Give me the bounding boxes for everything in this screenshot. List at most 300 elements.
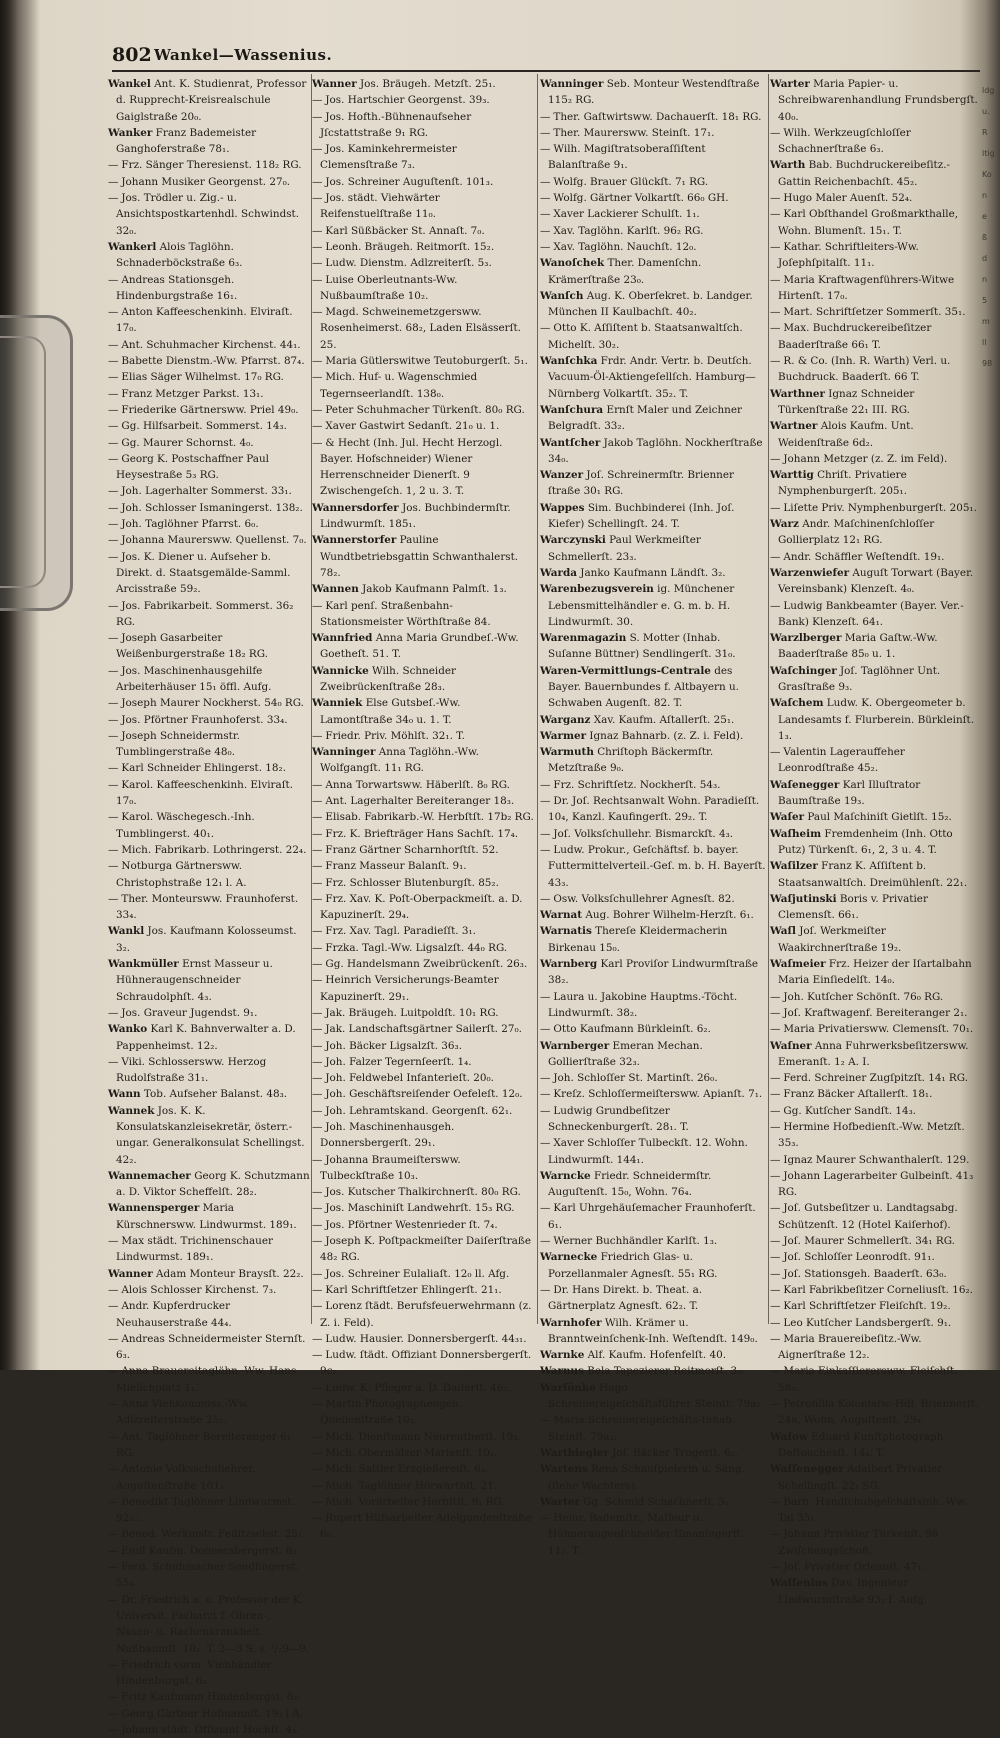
directory-entry (540, 1282, 766, 1315)
continuation-dash: — (108, 1300, 119, 1313)
directory-entry (770, 858, 980, 891)
entry-text: Barb. Handſchuhgeſchäftsinh.-Ww. Tal 35₁. (778, 1495, 968, 1525)
next-page-edge (982, 80, 1000, 1080)
entry-text: Bela Tapezierer Reitmorſt. 3₂. (587, 1365, 745, 1378)
entry-text: Andr. Kupferdrucker Neuhauserstraße 44₄. (116, 1300, 232, 1329)
directory-entry (108, 304, 310, 337)
entry-surname: Wankel (108, 78, 151, 90)
directory-entry (108, 125, 310, 158)
entry-text: Friedr. Schneidermſtr. Auguſtenſt. 15₀, Wohn. 76₄. (548, 1169, 712, 1199)
continuation-dash: — (312, 224, 323, 237)
continuation-dash: — (312, 843, 323, 856)
continuation-dash: — (312, 436, 323, 449)
continuation-dash: — (312, 110, 323, 123)
continuation-dash: — (312, 795, 323, 808)
continuation-dash: — (312, 1332, 323, 1345)
continuation-dash: — (108, 355, 119, 368)
directory-entry (312, 500, 534, 533)
directory-entry (540, 1363, 766, 1379)
entry-text: Maria Kraftwagenführers-Witwe Hirtenſt. 17₀. (778, 273, 955, 302)
entry-text: Maria Privatiersww. Clemensſt. 70₁. (783, 1023, 974, 1036)
continuation-dash: — (108, 1593, 119, 1606)
directory-entry (108, 923, 310, 956)
edge-fragment: R (982, 128, 988, 137)
directory-entry (108, 663, 310, 696)
directory-entry (312, 858, 534, 874)
entry-text: Andreas Stationsgeh. Hindenburgstraße 16₁. (116, 273, 238, 302)
entry-text: Viki. Schlossersww. Herzog Rudolfstraße 31₁. (116, 1055, 267, 1085)
continuation-dash: — (770, 1283, 781, 1296)
entry-text: Werner Buchhändler Karlſt. 1₃. (553, 1235, 718, 1248)
directory-entry (108, 1657, 310, 1690)
continuation-dash: — (312, 876, 323, 889)
entry-text: Joh. Feldwebel Infanterieſt. 20₀. (325, 1072, 494, 1085)
continuation-dash: — (108, 729, 119, 742)
entry-text: Antonie Volksschullehrer. Auguſtenſtraße 101₃. (116, 1463, 256, 1492)
directory-entry (108, 1005, 310, 1021)
directory-entry (108, 1461, 310, 1494)
edge-fragment: ltig (982, 149, 995, 158)
directory-entry (540, 255, 766, 288)
entry-surname: Warter (540, 1495, 580, 1508)
entry-text: Ther. Damenſchn. Krämerſtraße 23₀. (548, 257, 702, 286)
header-rule (112, 70, 980, 72)
entry-surname: Waſheim (770, 827, 822, 840)
directory-entry (312, 174, 534, 190)
continuation-dash: — (312, 143, 323, 156)
directory-entry (108, 1054, 310, 1087)
continuation-dash: — (108, 501, 119, 514)
entry-text: Franz Bäcker Aſtallerſt. 18₁. (783, 1088, 933, 1101)
entry-text: Gg. Handelsmann Zweibrückenſt. 26₃. (325, 958, 528, 971)
directory-entry (108, 1363, 310, 1396)
directory-entry (312, 1298, 534, 1331)
directory-entry (770, 1559, 980, 1575)
entry-text: Else Gutsbeſ.-Ww. Lamontſtraße 34₀ u. 1. T. (320, 697, 461, 726)
entry-surname: Waſchem (770, 697, 824, 710)
continuation-dash: — (540, 224, 551, 237)
directory-entry (108, 157, 310, 173)
directory-entry (108, 532, 310, 548)
directory-entry (312, 842, 534, 858)
entry-text: Frz. Xav. K. Poſt-Oberpackmeiſt. a. D. Kapuzinerſt. 29₄. (320, 892, 523, 922)
entry-text: Xav. Kaufm. Aſtallerſt. 25₁. (593, 713, 735, 726)
directory-entry (312, 92, 534, 108)
entry-text: Friedrich vorm. Viehhändler Hindenburgst. 6₂. (116, 1658, 272, 1688)
entry-text: Leonh. Bräugeh. Reitmorſt. 15₂. (325, 240, 495, 253)
entry-text: Rupert Hilfsarbeiter Adelgundenſtraße 6₀. (320, 1512, 532, 1541)
directory-entry (312, 76, 534, 92)
continuation-dash: — (312, 306, 323, 319)
entry-surname: Waſl (770, 925, 796, 938)
directory-entry (540, 125, 766, 141)
continuation-dash: — (108, 306, 119, 319)
continuation-dash: — (540, 843, 551, 856)
continuation-dash: — (312, 1088, 323, 1101)
continuation-dash: — (312, 1202, 323, 1215)
directory-entry (770, 663, 980, 696)
continuation-dash: — (770, 550, 781, 563)
entry-text: Ludw. Dienstm. Adlzreiterſt. 5₃. (325, 257, 492, 270)
directory-entry (770, 516, 980, 549)
directory-entry (540, 1494, 766, 1510)
continuation-dash: — (770, 355, 781, 368)
directory-entry (108, 956, 310, 1005)
directory-entry (540, 793, 766, 826)
directory-entry (108, 353, 310, 369)
entry-text: Joſ. Gutsbeſitzer u. Landtagsabg. Schützenſt. 12 (Hotel Kaiſerhof). (778, 1202, 958, 1231)
continuation-dash: — (770, 1300, 781, 1313)
continuation-dash: — (770, 126, 781, 139)
entry-surname: Waſſenegger (770, 1463, 844, 1476)
continuation-dash: — (312, 1463, 323, 1476)
entry-text: Hugo Maler Auenſt. 52₄. (783, 192, 913, 205)
directory-entry (770, 1021, 980, 1037)
entry-text: Joſ. Taglöhner Unt. Grasſtraße 9₃. (778, 664, 941, 693)
continuation-dash: — (540, 892, 551, 905)
entry-text: Heinr. Bademſtr., Maſſeur u. Hühneraugenſchneider Iſmaningerſt. 11₂. T. (548, 1512, 745, 1557)
directory-entry (770, 777, 980, 810)
continuation-dash: — (312, 355, 323, 368)
entry-text: Pauline Wundtbetriebsgattin Schwanthalerst. 78₂. (320, 534, 519, 579)
entry-text: Joh. Schloſſer St. Martinſt. 26₀. (553, 1072, 718, 1085)
continuation-dash: — (312, 1023, 323, 1036)
entry-text: Thereſe Kleidermacherin Birkenau 15₀. (548, 925, 728, 954)
continuation-dash: — (108, 1398, 119, 1411)
continuation-dash: — (312, 371, 323, 384)
directory-entry (312, 1217, 534, 1233)
entry-text: Joseph Schneidermstr. Tumblingerstraße 48₀. (116, 729, 240, 759)
entry-surname: Warthner (770, 387, 825, 400)
entry-text: Ludw. Prokur., Geſchäftsf. b. bayer. Futtermittelverteil.-Geſ. m. b. H. Bayerſt. 43₃. (548, 843, 766, 889)
continuation-dash: — (770, 1072, 781, 1085)
directory-entry (540, 1233, 766, 1249)
entry-surname: Warenbezugsverein (540, 583, 654, 596)
continuation-dash: — (770, 192, 781, 205)
continuation-dash: — (108, 762, 119, 775)
entry-text: Fremdenheim (Inh. Otto Putz) Türkenſt. 6₁, 2, 3 u. 4. T. (778, 827, 953, 856)
entry-surname: Waſenegger (770, 778, 840, 791)
entry-text: Jos. Fabrikarbeit. Sommerst. 36₂ RG. (116, 599, 294, 628)
entry-text: Hugo Schreinereigeſchäftsführer Steinſt. 79a₂. (548, 1381, 764, 1411)
entry-text: Joh. Taglöhner Pfarrst. 6₀. (121, 518, 259, 531)
edge-fragment: n (982, 275, 988, 284)
directory-entry (770, 1266, 980, 1282)
edge-fragment: m (982, 317, 990, 326)
directory-entry (540, 467, 766, 500)
directory-entry (770, 956, 980, 989)
continuation-dash: — (540, 1104, 551, 1117)
continuation-dash: — (312, 273, 323, 286)
entry-text: Paul Werkmeiſter Schmellerſt. 23₃. (548, 534, 701, 563)
directory-entry (108, 1103, 310, 1168)
directory-entry (770, 744, 980, 777)
directory-entry (108, 695, 310, 711)
directory-entry (108, 1706, 310, 1722)
directory-entry (312, 1103, 534, 1119)
continuation-dash: — (108, 1235, 119, 1248)
continuation-dash: — (312, 1381, 323, 1394)
continuation-dash: — (312, 827, 323, 840)
entry-surname: Wanſchka (540, 355, 598, 368)
directory-entry (108, 402, 310, 418)
entry-text: Magd. Schweinemetzgersww. Rosenheimerst. 68₂, Laden Elsässerſt. 25. (320, 306, 521, 351)
continuation-dash: — (770, 1365, 781, 1378)
directory-entry (108, 777, 310, 810)
entry-surname: Warnberg (540, 958, 598, 971)
entry-text: Joſ. Bäcker Trogerſt. 6₂. (612, 1446, 739, 1459)
directory-entry (770, 157, 980, 190)
entry-text: Frz. Schlosser Blutenburgſt. 85₂. (325, 876, 499, 889)
entry-text: Mich. Huf- u. Wagenschmied Tegernseerlandſt. 138₀. (320, 371, 478, 400)
entry-text: Frz. Schriftſetz. Nockherſt. 54₃. (553, 778, 721, 791)
entry-surname: Warnat (540, 909, 583, 922)
entry-text: Dav. Ingenieur Lindwurmſtraße 93₂ I. Aufg. (778, 1577, 927, 1606)
entry-text: Frz. Heizer der Iſartalbahn Maria Einſiedelſt. 14₀. (778, 958, 972, 987)
directory-entry (540, 320, 766, 353)
directory-entry (108, 1559, 310, 1592)
entry-text: Peter Schuhmacher Türkenſt. 80₀ RG. (325, 403, 525, 416)
continuation-dash: — (108, 811, 119, 824)
directory-entry (540, 1135, 766, 1168)
entry-text: Chriſt. Privatiere Nymphenburgerſt. 205₁. (778, 469, 908, 498)
entry-text: Aug. Bohrer Wilhelm-Herzſt. 6₁. (585, 909, 754, 922)
directory-entry (312, 875, 534, 891)
entry-text: Frz. K. Briefträger Hans Sachſt. 17₄. (325, 827, 519, 840)
continuation-dash: — (540, 1512, 551, 1525)
directory-entry (312, 581, 534, 597)
directory-entry (108, 760, 310, 776)
continuation-dash: — (770, 306, 781, 319)
edge-fragment: ll (982, 338, 987, 347)
entry-text: Karl Fabrikbeſitzer Corneliusſt. 16₂. (783, 1283, 973, 1296)
directory-entry (540, 141, 766, 174)
entry-text: Maria Kürschnersww. Lindwurmst. 189₁. (116, 1202, 297, 1231)
continuation-dash: — (770, 1006, 781, 1019)
directory-entry (312, 1347, 534, 1380)
continuation-dash: — (108, 550, 119, 563)
continuation-dash: — (108, 192, 119, 205)
entry-text: Karol. Kaffeeschenkinh. Elviraſt. 17₀. (116, 778, 294, 808)
edge-fragment: Ko (982, 170, 992, 179)
continuation-dash: — (312, 599, 323, 612)
directory-entry (108, 728, 310, 761)
entry-text: Wolfg. Brauer Glückſt. 7₁ RG. (553, 175, 709, 188)
directory-entry (540, 712, 766, 728)
entry-surname: Warmuth (540, 746, 594, 759)
continuation-dash: — (108, 403, 119, 416)
continuation-dash: — (312, 240, 323, 253)
entry-surname: Wann (108, 1088, 141, 1101)
directory-entry (770, 891, 980, 924)
continuation-dash: — (312, 1300, 323, 1313)
entry-text: S. Motter (Inhab. Suſanne Büttner) Sendlingerſt. 31₀. (548, 632, 736, 661)
entry-text: Max. Buchdruckereibeſitzer Baaderſtraße 66₁ T. (778, 322, 932, 351)
directory-entry (312, 826, 534, 842)
entry-text: Ant. K. Studienrat, Professor d. Rupprecht-Kreisrealschule Gaiglstraße 20₀. (116, 78, 307, 123)
directory-entry (312, 695, 534, 728)
directory-entry (540, 239, 766, 255)
entry-text: Eduard Kunſtphotograph Deſtouchesſt. 14₄. T. (778, 1430, 944, 1459)
entry-text: Mich. Dienſtmann Neureutherſt. 19₃. (325, 1430, 521, 1443)
continuation-dash: — (312, 1235, 323, 1248)
directory-entry (540, 435, 766, 468)
directory-entry (540, 174, 766, 190)
entry-surname: Warnhofer (540, 1316, 602, 1329)
entry-surname: Warnatis (540, 925, 592, 938)
directory-entry (312, 1429, 534, 1445)
entry-text: Dr. Joſ. Rechtsanwalt Wohn. Paradieſſt. 10₄, Kanzl. Kaufingerſt. 29₂. T. (548, 795, 760, 824)
continuation-dash: — (312, 1039, 323, 1052)
directory-entry (770, 1282, 980, 1298)
directory-entry (770, 206, 980, 239)
directory-entry (770, 451, 980, 467)
directory-entry (312, 1054, 534, 1070)
entry-surname: Waſer (770, 811, 805, 824)
entry-text: Boris v. Privatier Clemensſt. 66₁. (778, 892, 928, 922)
directory-entry (540, 1070, 766, 1086)
directory-entry (312, 190, 534, 223)
entry-text: Jakob Taglöhn. Nockherſtraße 34₀. (548, 436, 763, 465)
entry-text: Jos. Schreiner Eulaliaſt. 12₀ ll. Afg. (325, 1267, 510, 1280)
entry-text: Ernst Masseur u. Hühneraugenschneider Schraudolphſt. 4₃. (116, 958, 273, 1003)
entry-text: Jos. Kutscher Thalkirchnerſt. 80₀ RG. (325, 1186, 521, 1199)
directory-entry (540, 1200, 766, 1233)
directory-entry (770, 1575, 980, 1608)
entry-text: des Bayer. Bauernbundes f. Altbayern u. Schwaben Augenſt. 82. T. (548, 664, 739, 710)
continuation-dash: — (108, 1283, 119, 1296)
directory-entry (540, 1021, 766, 1037)
directory-entry (770, 1200, 980, 1233)
directory-entry (108, 1722, 310, 1738)
entry-surname: Wanko (108, 1023, 148, 1036)
entry-text: Johann Privatier Türkenſt. 98 Zwiſchengeſchoß. (778, 1528, 939, 1557)
continuation-dash: — (540, 322, 551, 335)
directory-entry (312, 1038, 534, 1054)
directory-entry (312, 418, 534, 434)
entry-surname: Wantſcher (540, 436, 601, 449)
entry-text: Maria Schreinereigeſchäfts-Inhab. Steinſt. 79a₂. (548, 1414, 736, 1443)
directory-entry (312, 369, 534, 402)
entry-text: Maria Gütlerswitwe Teutoburgerſt. 5₁. (325, 355, 528, 368)
directory-entry (108, 1282, 310, 1298)
continuation-dash: — (540, 126, 551, 139)
entry-text: Karl Uhrgehäuſemacher Fraunhoferſt. 6₁. (548, 1202, 756, 1231)
entry-text: Wilh. Werkzeugſchloſſer Schachnerſtraße 6₃. (778, 126, 911, 156)
directory-column-4 (770, 76, 980, 1606)
directory-entry (312, 1200, 534, 1216)
page-header (112, 44, 972, 70)
entry-text: Jos. Maschinenhausgehilfe Arbeiterhäuser 15₁ öffl. Aufg. (116, 664, 272, 693)
entry-text: Jos. städt. Viehwärter Reifenstuelſtraße 11₀. (320, 192, 440, 221)
directory-entry (540, 842, 766, 891)
continuation-dash: — (770, 1235, 781, 1248)
entry-text: Gg. Hilfsarbeit. Sommerst. 14₃. (121, 420, 287, 433)
directory-entry (312, 402, 534, 418)
directory-entry (312, 1478, 534, 1494)
directory-entry (540, 532, 766, 565)
entry-text: Georg K. Schutzmann a. D. Viktor Scheffelſt. 28₂. (116, 1169, 310, 1199)
continuation-dash: — (540, 208, 551, 221)
entry-text: Anna Fuhrwerksbeſitzersww. Emeranſt. 1₂ A. I. (778, 1039, 969, 1068)
entry-text: Johann städt. Offiziant Hochſt. 4₃. (121, 1723, 300, 1736)
entry-text: Joh. Kutſcher Schönſt. 76₀ RG. (783, 990, 944, 1003)
directory-entry (540, 1168, 766, 1201)
entry-text: Jos. Graveur Jugendst. 9₁. (121, 1006, 258, 1019)
entry-text: Ignaz Bahnarb. (z. Z. i. Feld). (589, 729, 744, 742)
entry-text: Otto K. Aſſiſtent b. Staatsanwaltſch. Michelſt. 30₂. (548, 322, 743, 351)
entry-text: Joſ. Stationsgeh. Baaderſt. 63₀. (783, 1267, 947, 1280)
continuation-dash: — (312, 1186, 323, 1199)
entry-text: Liſette Priv. Nymphenburgerſt. 205₁. (783, 501, 977, 514)
continuation-dash: — (108, 1723, 119, 1736)
entry-text: Janko Kaufmann Ländſt. 3₂. (580, 566, 726, 579)
continuation-dash: — (108, 175, 119, 188)
entry-text: Bab. Buchdruckereibeſitz.-Gattin Reichenbachſt. 45₂. (778, 159, 951, 188)
entry-text: Babette Dienstm.-Ww. Pfarrst. 87₄. (121, 355, 305, 368)
entry-text: Karl Schriftſetzer Fleiſchſt. 19₂. (783, 1300, 951, 1313)
directory-entry (312, 1086, 534, 1102)
entry-text: Joh. Schlosser Ismaningerst. 138₂. (121, 501, 303, 514)
entry-text: Friederike Gärtnersww. Priel 49₀. (121, 403, 299, 416)
entry-surname: Wanoſchek (540, 257, 605, 270)
continuation-dash: — (540, 778, 551, 791)
entry-surname: Wannfried (312, 632, 373, 645)
entry-text: Aug. K. Oberſekret. b. Landger. München II Kaulbachſt. 40₂. (548, 289, 753, 319)
directory-entry (312, 109, 534, 142)
entry-surname: Wanſchura (540, 403, 604, 416)
continuation-dash: — (312, 1495, 323, 1508)
continuation-dash: — (540, 1202, 551, 1215)
continuation-dash: — (540, 990, 551, 1003)
directory-entry (540, 1412, 766, 1445)
continuation-dash: — (312, 811, 323, 824)
continuation-dash: — (108, 1528, 119, 1541)
entry-text: Sim. Buchbinderei (Inh. Joſ. Kiefer) Schellingſt. 24. T. (548, 501, 735, 531)
directory-entry (312, 1494, 534, 1510)
entry-text: Bened. Werkmstr. Feilitzschst. 25₁. (121, 1528, 306, 1541)
entry-text: Jak. Landschaftsgärtner Sailerſt. 27₀. (325, 1023, 522, 1036)
directory-entry (770, 1103, 980, 1119)
directory-entry (312, 793, 534, 809)
continuation-dash: — (108, 860, 119, 873)
entry-text: Fritz Kaufmann Hindenburgst. 6₂. (121, 1691, 301, 1704)
entry-text: Jos. Buchbindermſtr. Lindwurmſt. 185₁. (320, 501, 511, 531)
entry-text: Maria Brauereibeſitz.-Ww. Aignerſtraße 12₂. (778, 1332, 922, 1362)
directory-entry (770, 467, 980, 500)
directory-entry (770, 1526, 980, 1559)
continuation-dash: — (108, 697, 119, 710)
entry-surname: Wartbiegler (540, 1446, 609, 1459)
entry-text: Dr. Hans Direkt. b. Theat. a. Gärtnerplatz Agnesſt. 62₂. T. (548, 1283, 703, 1313)
directory-entry (108, 435, 310, 451)
entry-text: Franz Masseur Balanſt. 9₁. (325, 860, 467, 873)
directory-entry (312, 1396, 534, 1429)
entry-text: Paul Maſchiniſt Gietlſt. 15₂. (807, 811, 952, 824)
entry-text: Ludw. ſtädt. Offiziant Donnersbergerſt. 9c₂. (320, 1349, 532, 1378)
directory-entry (108, 76, 310, 125)
entry-surname: Warnke (540, 1349, 585, 1362)
directory-entry (312, 663, 534, 696)
entry-text: Franz K. Aſſiſtent b. Staatsanwaltſch. Dreimühlenſt. 22₁. (778, 860, 968, 889)
page-number: 802 (112, 44, 152, 66)
directory-entry (108, 1396, 310, 1429)
entry-text: Xav. Taglöhn. Karlſt. 96₂ RG. (553, 224, 704, 237)
entry-text: Xaver Schloſſer Tulbeckſt. 12. Wohn. Lindwurmſt. 144₁. (548, 1137, 748, 1166)
entry-surname: Wanzer (540, 469, 584, 482)
continuation-dash: — (108, 1332, 119, 1345)
directory-entry (540, 1315, 766, 1348)
